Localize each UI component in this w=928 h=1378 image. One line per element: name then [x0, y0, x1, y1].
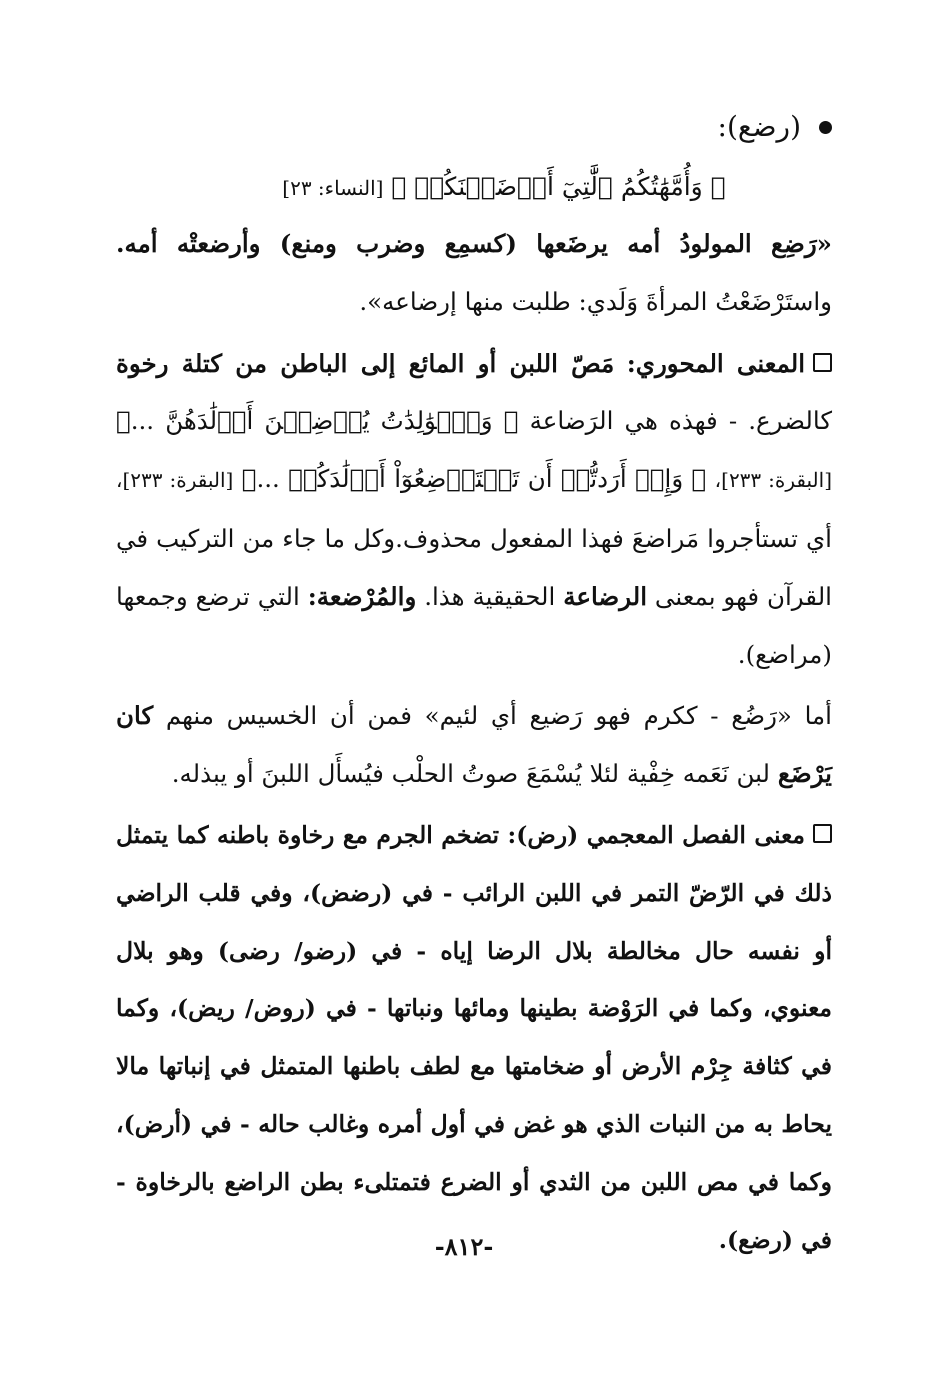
second-paragraph-text-1: أما «رَضُع - ككرم فهو رَضيع أي لئيم» فمن أن الخسيس منهم [153, 701, 832, 731]
central-meaning-text-1: كالضرع. - فهذه هي الرَضاعة [518, 406, 833, 436]
lexical-meaning-text: معنى الفصل المعجمي (رض): تضخم الجرم مع رخاوة باطنه كما يتمثل ذلك في الرّضّ التمر في اللبن الرائب - في (رضض)، وفي قلب الراضي أو نفسه حال مخالطة بلال الرضا إياه - في (رضو/ رضى) وهو بلال معنوي، وكما في الرَوْضة بطينها ومائها ونباتها - في (روض/ ريض)، وكما في كثافة جِرْم الأرض أو ضخامتها مع لطف باطنها المتمثل في إنباتها مالا يحاط به من النبات الذي هو غض في أول أمره وغالب حاله - في (أرض)، وكما في مص اللبن من الثدي أو الضرع فتمتلىء بطن الراضع بالرخاوة - في (رضع). [116, 820, 832, 1254]
quran-verse [116, 159, 832, 215]
central-meaning-paragraph [116, 335, 832, 684]
definition-paragraph [116, 215, 832, 331]
square-bullet-icon [813, 824, 832, 843]
central-meaning-verse-1: ﴿ وَٱلۡوَٰلِدَٰتُ يُرۡضِعۡنَ أَوۡلَٰدَهُنَّ ...﴾ [116, 406, 519, 436]
definition-bold-line: «رَضِع المولودُ أمه يرضَعها (كسمِع وضرب ومنع) وأرضعتْه أمه. [116, 229, 832, 258]
central-meaning-label: المعنى المحوري: [626, 348, 805, 378]
central-meaning-text-4: التي ترضع وجمعها (مراضع). [116, 581, 832, 669]
central-meaning-verse-2: ﴿ وَإِنۡ أَرَدتُّمۡ أَن تَسۡتَرۡضِعُوٓاْ أَوۡلَٰدَكُمۡ ...﴾ [241, 464, 707, 494]
central-meaning-text-3: الحقيقية هذا. [416, 581, 564, 611]
second-paragraph [116, 687, 832, 803]
central-meaning-ref-1: [البقرة: ٢٣٣]، [714, 468, 833, 493]
central-meaning-text-2-bold: الرضاعة [563, 581, 647, 611]
lexical-meaning-paragraph [116, 807, 832, 1269]
second-paragraph-text-2: لبن نَعَمه خِفْية لئلا يُسْمَعَ صوتُ الحلْب فيُسأَل اللبنَ أو يبذله. [171, 759, 778, 789]
entry-heading [116, 95, 832, 159]
page-number: -٨١٢- [434, 1232, 494, 1261]
entry-heading-text: (رضع): [717, 110, 801, 143]
central-meaning-text-3-bold: والمُرْضعة: [307, 581, 417, 611]
central-meaning-ref-2: [البقرة: ٢٣٣]، [116, 468, 234, 493]
central-meaning-text-2: أي تستأجروا مَراضعَ فهذا المفعول محذوف.وكل ما جاء من التركيب في القرآن فهو بمعنى [116, 523, 832, 611]
bullet-icon [819, 121, 832, 134]
page-body [116, 95, 832, 1269]
second-paragraph-bold: كان يَرْضَع [116, 701, 832, 789]
central-meaning-lead: مَصّ اللبن أو المائع إلى الباطن من كتلة رخوة [116, 348, 615, 378]
square-bullet-icon [813, 353, 832, 372]
verse-text: ﴿ وَأُمَّهَٰتُكُمُ ٱلَّٰتِيٓ أَرۡضَعۡنَكُمۡ ﴾ [391, 172, 726, 201]
definition-rest-line: واستَرْضَعْتُ المرأةَ وَلَدي: طلبت منها إرضاعه». [359, 286, 832, 316]
verse-reference: [النساء: ٢٣] [282, 176, 384, 200]
